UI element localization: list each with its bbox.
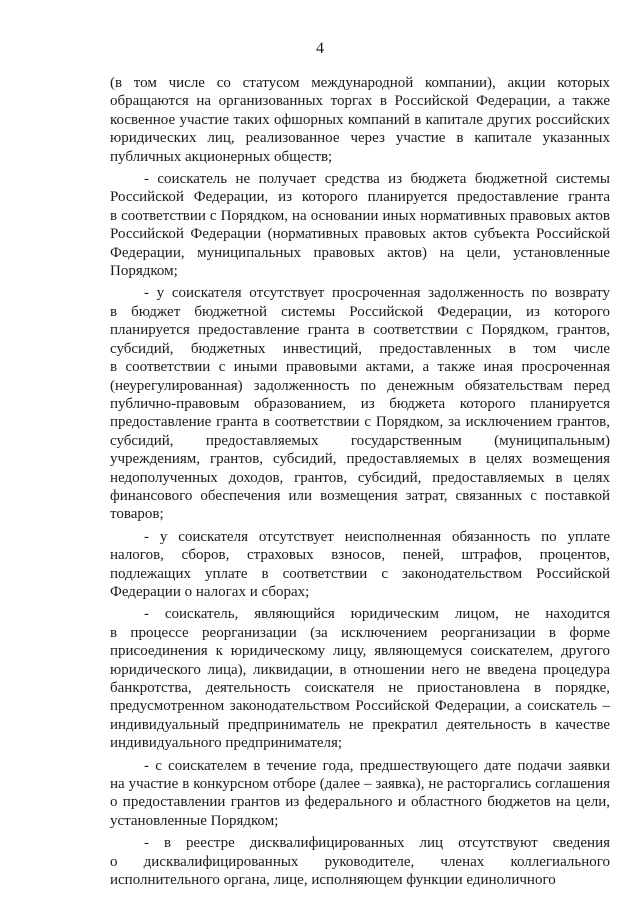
paragraph <box>110 74 610 166</box>
text-line: недополученных доходов, грантов, субсидий, предоставляемых в целях <box>110 469 610 486</box>
page-number: 4 <box>316 40 324 57</box>
text-line: юридического лица), ликвидации, в отношении него не введена процедура <box>110 661 610 678</box>
paragraph <box>110 757 610 831</box>
text-line: субсидий, бюджетных инвестиций, предоставленных в том числе <box>110 340 610 357</box>
text-line: - у соискателя отсутствует неисполненная обязанность по уплате <box>144 528 610 545</box>
text-line: - с соискателем в течение года, предшествующего дате подачи заявки <box>144 757 610 774</box>
paragraph <box>110 170 610 280</box>
text-line: публично-правовым образованием, из бюджета которого планируется <box>110 395 610 412</box>
text-line: Федерации, муниципальных правовых актов) на цели, установленные <box>110 244 610 261</box>
text-line: публичных акционерных обществ; <box>110 148 333 165</box>
text-line: Российской Федерации, из которого планируется предоставление гранта <box>110 189 610 206</box>
text-line: исполнительного органа, лице, исполняющем функции единоличного <box>110 872 556 889</box>
text-line: индивидуального предпринимателя; <box>110 735 343 752</box>
text-line: о предоставлении грантов из федерального и областного бюджетов на цели, <box>110 794 610 811</box>
text-line: в бюджет бюджетной системы Российской Федерации, из которого <box>110 303 610 320</box>
text-line: финансового обеспечения или возмещения затрат, связанных с поставкой <box>110 487 610 504</box>
text-line: (неурегулированная) задолженность по денежным обязательствам перед <box>110 377 610 394</box>
text-line: предусмотренном законодательством Российской Федерации, а соискатель – <box>110 698 610 715</box>
text-line: налогов, сборов, страховых взносов, пеней, штрафов, процентов, <box>110 547 610 564</box>
text-line: Российской Федерации (нормативных правовых актов субъекта Российской <box>110 226 610 243</box>
paragraph <box>110 528 610 602</box>
text-line: подлежащих уплате в соответствии с законодательством Российской <box>110 565 610 582</box>
text-line: юридических лиц, реализованное через участие в капитале указанных <box>110 130 610 147</box>
text-line: субсидий, предоставляемых государственным (муниципальным) <box>110 432 610 449</box>
text-line: - у соискателя отсутствует просроченная задолженность по возврату <box>144 285 610 302</box>
text-line: - в реестре дисквалифицированных лиц отсутствуют сведения <box>144 835 610 852</box>
text-line: индивидуальный предприниматель не прекратил деятельность в качестве <box>110 716 610 733</box>
text-line: на участие в конкурсном отборе (далее – заявка), не расторгались соглашения <box>110 776 610 793</box>
text-line: банкротства, деятельность соискателя не приостановлена в порядке, <box>110 680 610 696</box>
text-line: планируется предоставление гранта в соответствии с Порядком, грантов, <box>110 322 610 339</box>
text-line: учреждениям, грантов, субсидий, предоставляемых в целях возмещения <box>110 451 610 468</box>
text-line: установленные Порядком; <box>110 812 279 829</box>
paragraph <box>110 605 610 752</box>
text-line: Порядком; <box>110 263 178 280</box>
text-line: Федерации о налогах и сборах; <box>110 583 310 600</box>
text-line: - соискатель, являющийся юридическим лицом, не находится <box>144 606 610 623</box>
text-line: товаров; <box>110 506 164 523</box>
text-line: о дисквалифицированных руководителе, членах коллегиального <box>110 853 610 870</box>
text-line: в процессе реорганизации (за исключением реорганизации в форме <box>110 624 610 641</box>
text-line: в соответствии с иными правовыми актами, а также иная просроченная <box>110 359 610 376</box>
text-line: (в том числе со статусом международной компании), акции которых <box>110 75 610 91</box>
text-line: предоставление гранта в соответствии с Порядком, за исключением грантов, <box>110 414 610 431</box>
text-line: косвенное участие таких офшорных компаний в капитале других российских <box>110 111 610 128</box>
text-line: обращаются на организованных торгах в Российской Федерации, а также <box>110 93 610 110</box>
text-line: в соответствии с Порядком, на основании иных нормативных правовых актов <box>110 207 610 224</box>
document-body <box>110 74 610 893</box>
text-line: присоединения к юридическому лицу, являющемуся соискателем, другого <box>110 643 610 660</box>
text-line: - соискатель не получает средства из бюджета бюджетной системы <box>144 171 610 188</box>
paragraph <box>110 834 610 889</box>
paragraph <box>110 284 610 523</box>
